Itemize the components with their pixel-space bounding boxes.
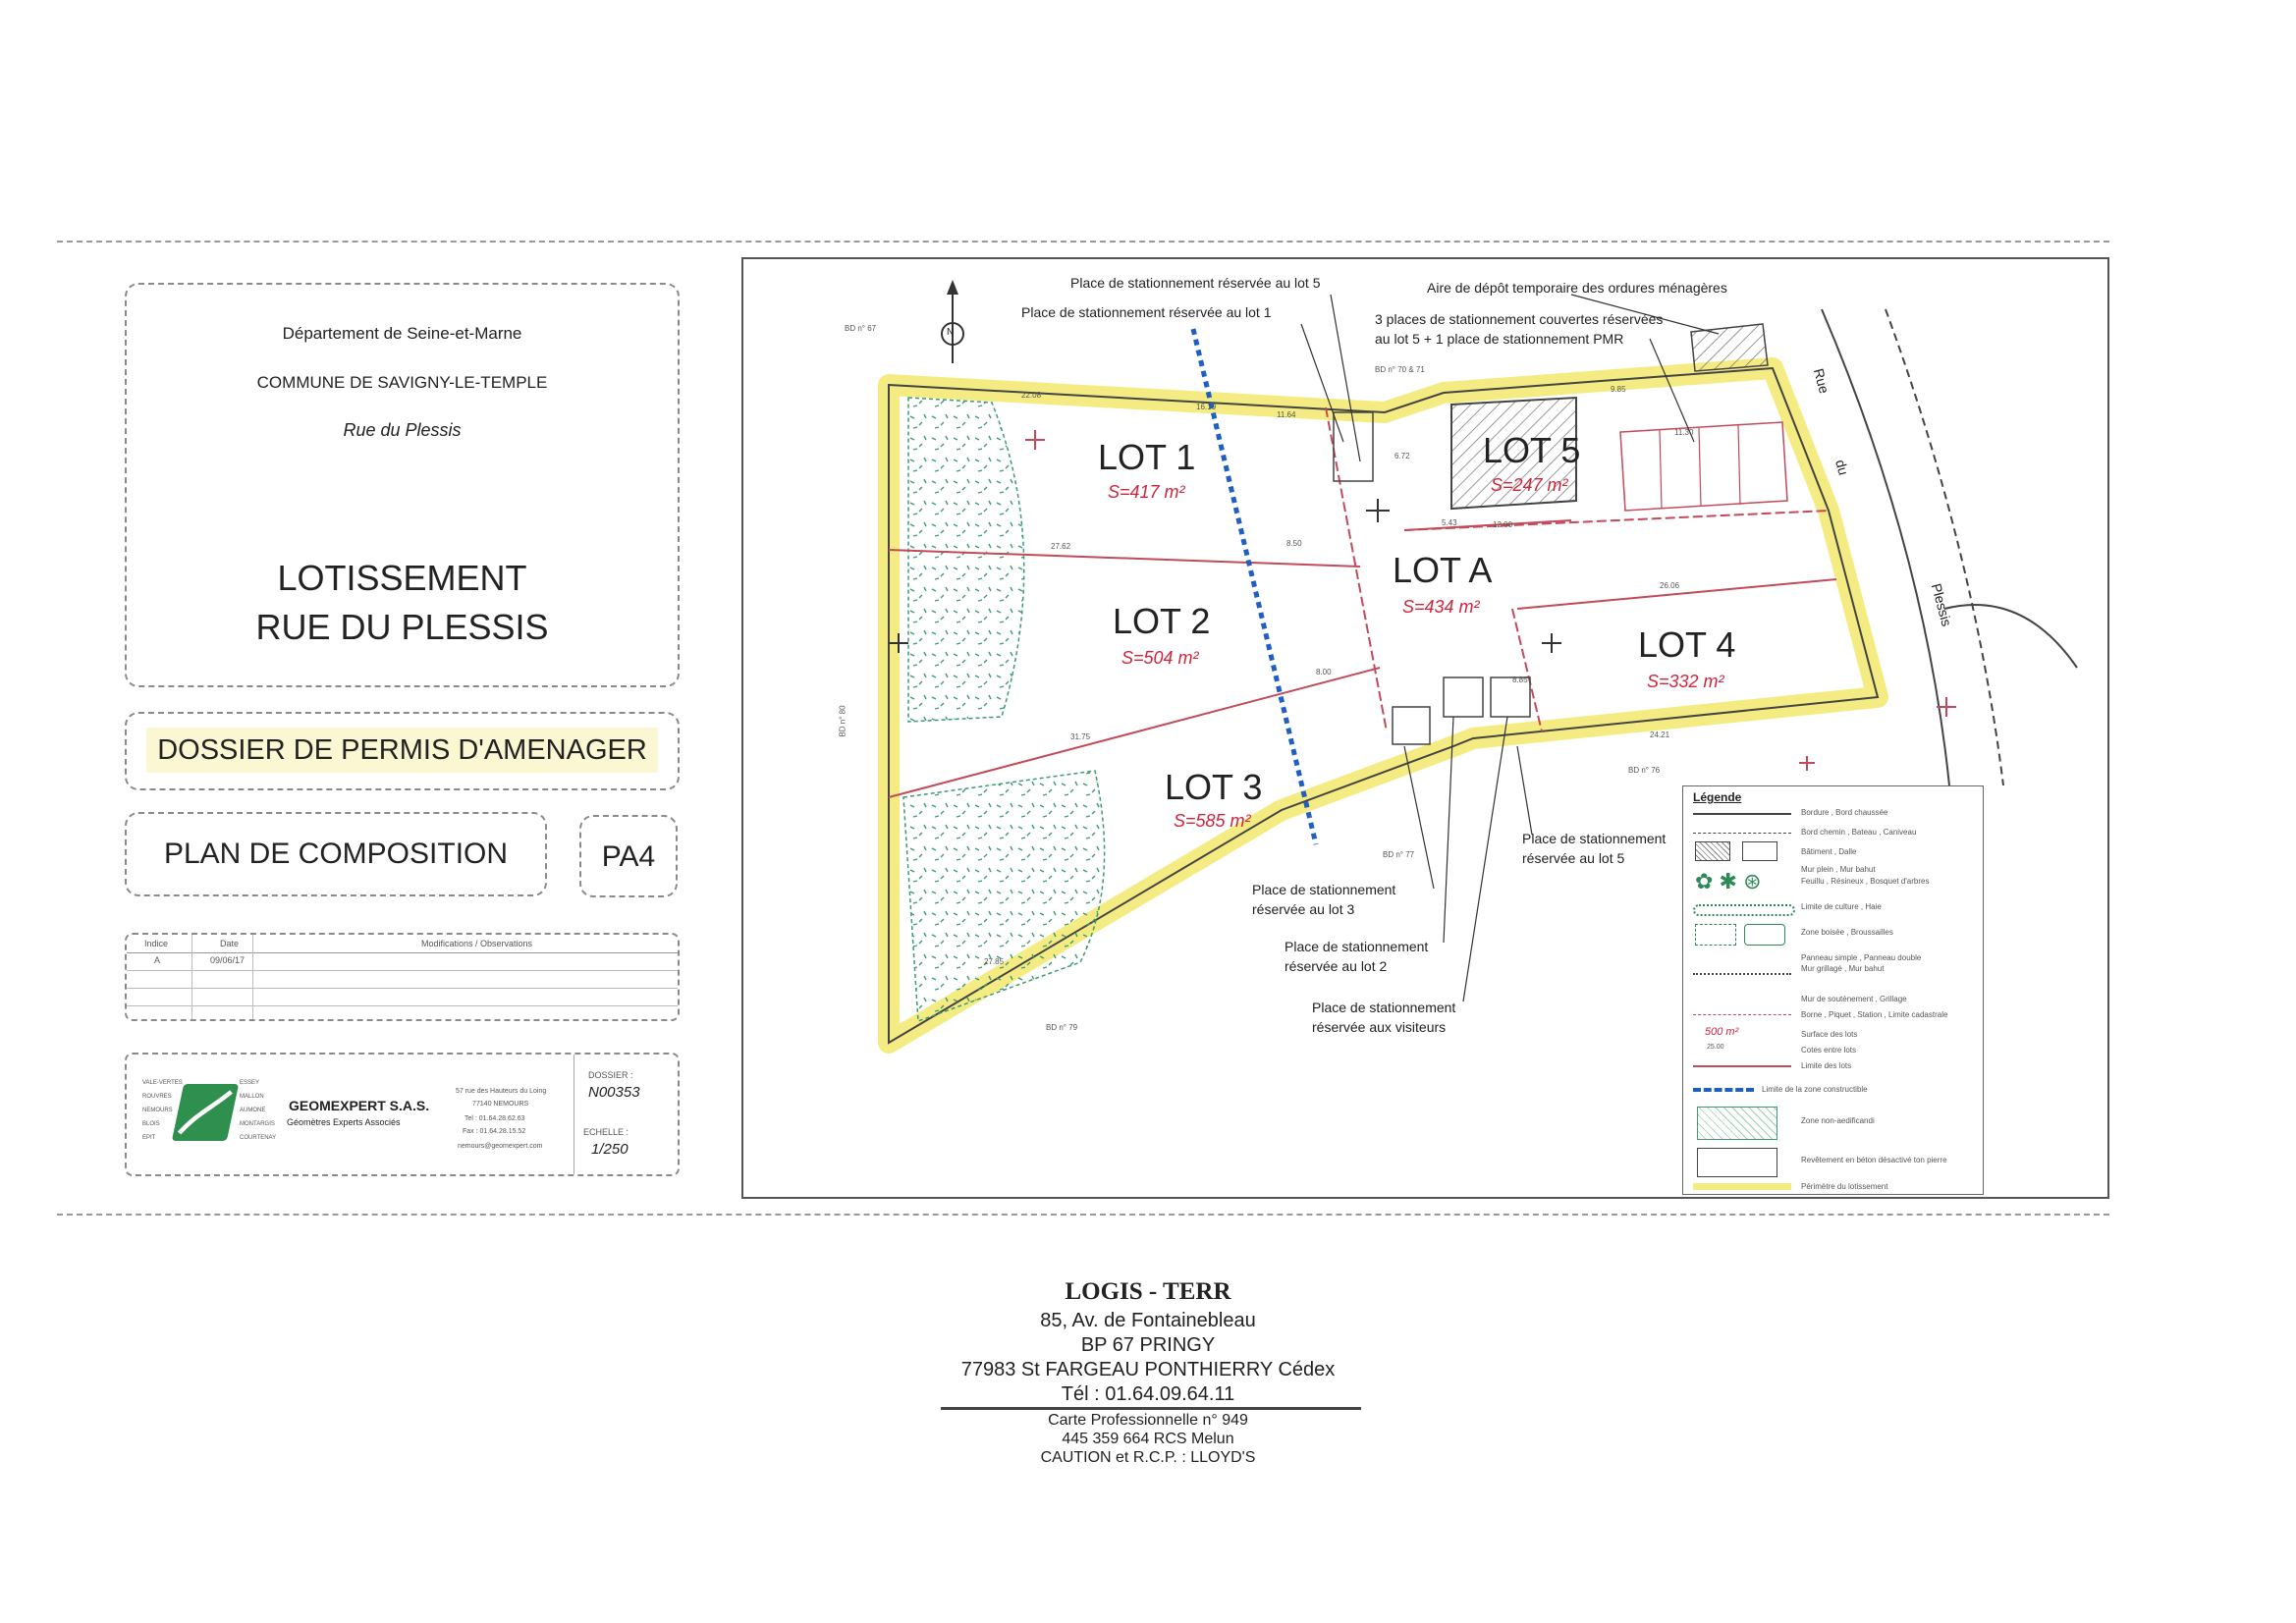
footer-rcs: 445 359 664 RCS Melun xyxy=(1062,1431,1234,1447)
dim-label: 6.72 xyxy=(1394,452,1410,460)
legend-item: Mur plein , Mur bahut xyxy=(1801,865,1876,874)
street-label-plessis: Plessis xyxy=(1928,581,1955,628)
dim-label: 27.85 xyxy=(984,957,1005,966)
legend-item: Zone non-aedificandi xyxy=(1801,1116,1875,1125)
revision-row-indice: A xyxy=(154,955,161,965)
revision-header-date: Date xyxy=(220,939,240,948)
green-zone-lot1-2 xyxy=(908,398,1024,722)
legend-item: Limite des lots xyxy=(1801,1061,1852,1070)
annotation-parking-lot2-1: Place de stationnement xyxy=(1285,939,1429,954)
tree-icon: ✿ ✱ ⊛ xyxy=(1695,869,1762,893)
lot-3-area: S=585 m² xyxy=(1174,811,1251,831)
lot-4-area: S=332 m² xyxy=(1647,672,1724,691)
lot-A-area: S=434 m² xyxy=(1402,597,1480,617)
legend-symbol-line xyxy=(1693,833,1791,834)
surveyor-address1: 57 rue des Hauteurs du Loing xyxy=(456,1088,547,1095)
lot-4-west xyxy=(1512,609,1542,731)
project-title-line2: RUE DU PLESSIS xyxy=(255,607,549,647)
parcel-label: BD n° 70 & 71 xyxy=(1375,365,1425,374)
surveyor-address2: 77140 NEMOURS xyxy=(472,1101,529,1108)
street-curb-curve xyxy=(1944,605,2077,668)
street-label-du: du xyxy=(1832,458,1852,477)
legend-symbol-line xyxy=(1693,813,1791,815)
legend-sample-dim: 25.00 xyxy=(1707,1044,1724,1051)
legend-symbol-line xyxy=(1693,1014,1791,1015)
footer-city: 77983 St FARGEAU PONTHIERRY Cédex xyxy=(960,1359,1336,1380)
annotation-parking-lot2-2: réservée au lot 2 xyxy=(1285,958,1388,974)
legend-symbol-woods xyxy=(1695,924,1736,946)
lot-1-area: S=417 m² xyxy=(1108,482,1185,502)
parcel-label: BD n° 79 xyxy=(1046,1023,1078,1032)
rue-text: Rue du Plessis xyxy=(343,420,462,440)
footer-tel: Tél : 01.64.09.64.11 xyxy=(1061,1383,1235,1405)
legend-symbol-slab xyxy=(1742,841,1777,861)
legend-item: Bord chemin , Bateau , Caniveau xyxy=(1801,828,1917,837)
parcel-label: BD n° 80 xyxy=(838,705,847,737)
street-edge xyxy=(1886,309,2003,785)
legend-item: Limite de la zone constructible xyxy=(1762,1085,1868,1094)
legend-symbol-building xyxy=(1695,841,1730,861)
legend-item: Mur grillagé , Mur bahut xyxy=(1801,964,1885,973)
legend-item: Panneau simple , Panneau double xyxy=(1801,953,1922,962)
parking-stall-line xyxy=(1699,428,1701,507)
lot5-divider xyxy=(1404,520,1571,530)
north-label: N xyxy=(947,327,955,338)
legend-box xyxy=(1682,785,1984,1195)
legend-item: Borne , Piquet , Station , Limite cadastrale xyxy=(1801,1010,1948,1019)
lot-3-label: LOT 3 xyxy=(1165,767,1263,807)
lot-2-area: S=504 m² xyxy=(1121,648,1199,668)
dim-label: 11.64 xyxy=(1277,410,1296,419)
dossier-label: DOSSIER : xyxy=(588,1070,633,1080)
dim-label: 8.00 xyxy=(1316,668,1332,676)
legend-item: Bordure , Bord chaussée xyxy=(1801,808,1888,817)
member-list-right: ESSEY MALLON AUMONE MONTARGIS COURTENAY xyxy=(240,1080,277,1141)
surveyor-subtitle: Géomètres Experts Associés xyxy=(287,1117,401,1127)
legend-symbol-constructible xyxy=(1693,1088,1754,1092)
waste-area xyxy=(1691,324,1768,371)
lot-5-area: S=247 m² xyxy=(1491,475,1568,495)
parcel-label: BD n° 77 xyxy=(1383,850,1415,859)
plan-code-text: PA4 xyxy=(601,840,656,873)
legend-item: Revêtement en béton désactivé ton pierre xyxy=(1801,1156,1947,1164)
commune-text: COMMUNE DE SAVIGNY-LE-TEMPLE xyxy=(256,373,548,392)
lot-5-label: LOT 5 xyxy=(1483,430,1581,470)
annotation-parking-lot5-bottom-2: réservée au lot 5 xyxy=(1522,850,1625,866)
annotation-parking-visiteurs-2: réservée aux visiteurs xyxy=(1312,1019,1447,1035)
lot-2-label: LOT 2 xyxy=(1113,601,1211,641)
footer-address: 85, Av. de Fontainebleau xyxy=(1040,1310,1256,1331)
legend-symbol-concrete xyxy=(1697,1148,1777,1177)
dim-label: 12.00 xyxy=(1493,520,1513,529)
annotation-parking-lot1: Place de stationnement réservée au lot 1 xyxy=(1021,304,1272,320)
surveyor-company: GEOMEXPERT S.A.S. xyxy=(289,1098,430,1113)
member-list-left: VALE-VERTES ROUVRES NEMOURS BLOIS EPIT xyxy=(142,1080,183,1141)
legend-item: Feuillu , Résineux , Bosquet d'arbres xyxy=(1801,877,1930,886)
legend-symbol-non-aedificandi xyxy=(1697,1107,1777,1140)
legend-symbol-woods xyxy=(1744,924,1785,946)
annotation-parking-visiteurs-1: Place de stationnement xyxy=(1312,1000,1456,1015)
annotation-parking-lot3-1: Place de stationnement xyxy=(1252,882,1396,897)
plan-name-text: PLAN DE COMPOSITION xyxy=(163,838,509,870)
parking-stall-line xyxy=(1738,425,1740,505)
legend-symbol-hedge xyxy=(1693,904,1795,916)
dim-label: 16.10 xyxy=(1196,403,1217,411)
dossier-type-text: DOSSIER DE PERMIS D'AMENAGER xyxy=(157,734,647,766)
green-zone-lot3 xyxy=(903,771,1105,1021)
covered-parking-block xyxy=(1620,422,1787,511)
legend-symbol-perimeter xyxy=(1693,1183,1791,1190)
footer-company: LOGIS - TERR xyxy=(1065,1278,1231,1305)
echelle-value: 1/250 xyxy=(591,1141,629,1158)
lot-A-label: LOT A xyxy=(1393,550,1493,590)
legend-item: Surface des lots xyxy=(1801,1030,1858,1039)
revision-row-date: 09/06/17 xyxy=(210,955,246,965)
dim-label: 5.43 xyxy=(1442,518,1457,527)
parcel-label: BD n° 67 xyxy=(845,324,877,333)
surveyor-fax: Fax : 01.64.28.15.52 xyxy=(463,1128,526,1135)
annotation-couvertes-2: au lot 5 + 1 place de stationnement PMR xyxy=(1375,331,1624,347)
surveyor-tel: Tel : 01.64.28.62.63 xyxy=(465,1115,525,1122)
legend-item: Mur de soutènement , Grillage xyxy=(1801,995,1907,1003)
revision-header-indice: Indice xyxy=(144,939,169,948)
dim-label: 24.21 xyxy=(1650,730,1670,739)
lot-1-label: LOT 1 xyxy=(1098,437,1196,477)
legend-item: Périmètre du lotissement xyxy=(1801,1182,1888,1191)
legend-title: Légende xyxy=(1693,790,1742,804)
legend-item: Bâtiment , Dalle xyxy=(1801,847,1857,856)
footer-carte: Carte Professionnelle n° 949 xyxy=(1048,1412,1248,1429)
footer-caution: CAUTION et R.C.P. : LLOYD'S xyxy=(1040,1449,1256,1466)
dim-label: 26.06 xyxy=(1660,581,1680,590)
departement-text: Département de Seine-et-Marne xyxy=(282,324,522,343)
legend-symbol-line xyxy=(1693,973,1791,975)
north-arrow xyxy=(942,280,963,363)
street-label-rue: Rue xyxy=(1810,366,1832,396)
footer-bp: BP 67 PRINGY xyxy=(1080,1334,1216,1356)
legend-item: Limite de culture , Haie xyxy=(1801,902,1882,911)
parcel-label: BD n° 76 xyxy=(1628,766,1661,775)
dim-label: 9.85 xyxy=(1611,385,1626,394)
annotation-parking-lot3-2: réservée au lot 3 xyxy=(1252,901,1355,917)
dim-label: 8.85 xyxy=(1512,676,1528,684)
annotation-couvertes-1: 3 places de stationnement couvertes réservées xyxy=(1375,311,1664,327)
echelle-label: ECHELLE : xyxy=(583,1127,629,1137)
legend-symbol-line xyxy=(1693,1065,1791,1067)
dim-label: 8.50 xyxy=(1286,539,1302,548)
legend-item: Zone boisée , Broussailles xyxy=(1801,928,1893,937)
dim-label: 11.30 xyxy=(1674,428,1694,437)
legend-item: Cotes entre lots xyxy=(1801,1046,1857,1055)
dim-label: 31.75 xyxy=(1070,732,1091,741)
lot-4-label: LOT 4 xyxy=(1638,624,1736,665)
parking-lot2 xyxy=(1444,677,1483,717)
annotation-ordures: Aire de dépôt temporaire des ordures ménagères xyxy=(1427,280,1727,296)
dim-label: 27.62 xyxy=(1051,542,1071,551)
lot-A-west xyxy=(1326,407,1387,731)
revision-header-modifications: Modifications / Observations xyxy=(421,939,533,948)
dim-label: 22.08 xyxy=(1021,391,1042,400)
annotation-parking-lot5-bottom-1: Place de stationnement xyxy=(1522,831,1667,846)
annotation-parking-lot5-top: Place de stationnement réservée au lot 5 xyxy=(1070,275,1321,291)
legend-sample-area: 500 m² xyxy=(1705,1026,1739,1038)
dossier-value: N00353 xyxy=(588,1084,640,1101)
parking-lot3 xyxy=(1393,707,1430,744)
parking-stall-line xyxy=(1660,430,1662,509)
surveyor-email: nemours@geomexpert.com xyxy=(458,1143,543,1150)
footer-divider xyxy=(941,1407,1361,1410)
project-title-line1: LOTISSEMENT xyxy=(277,558,527,598)
